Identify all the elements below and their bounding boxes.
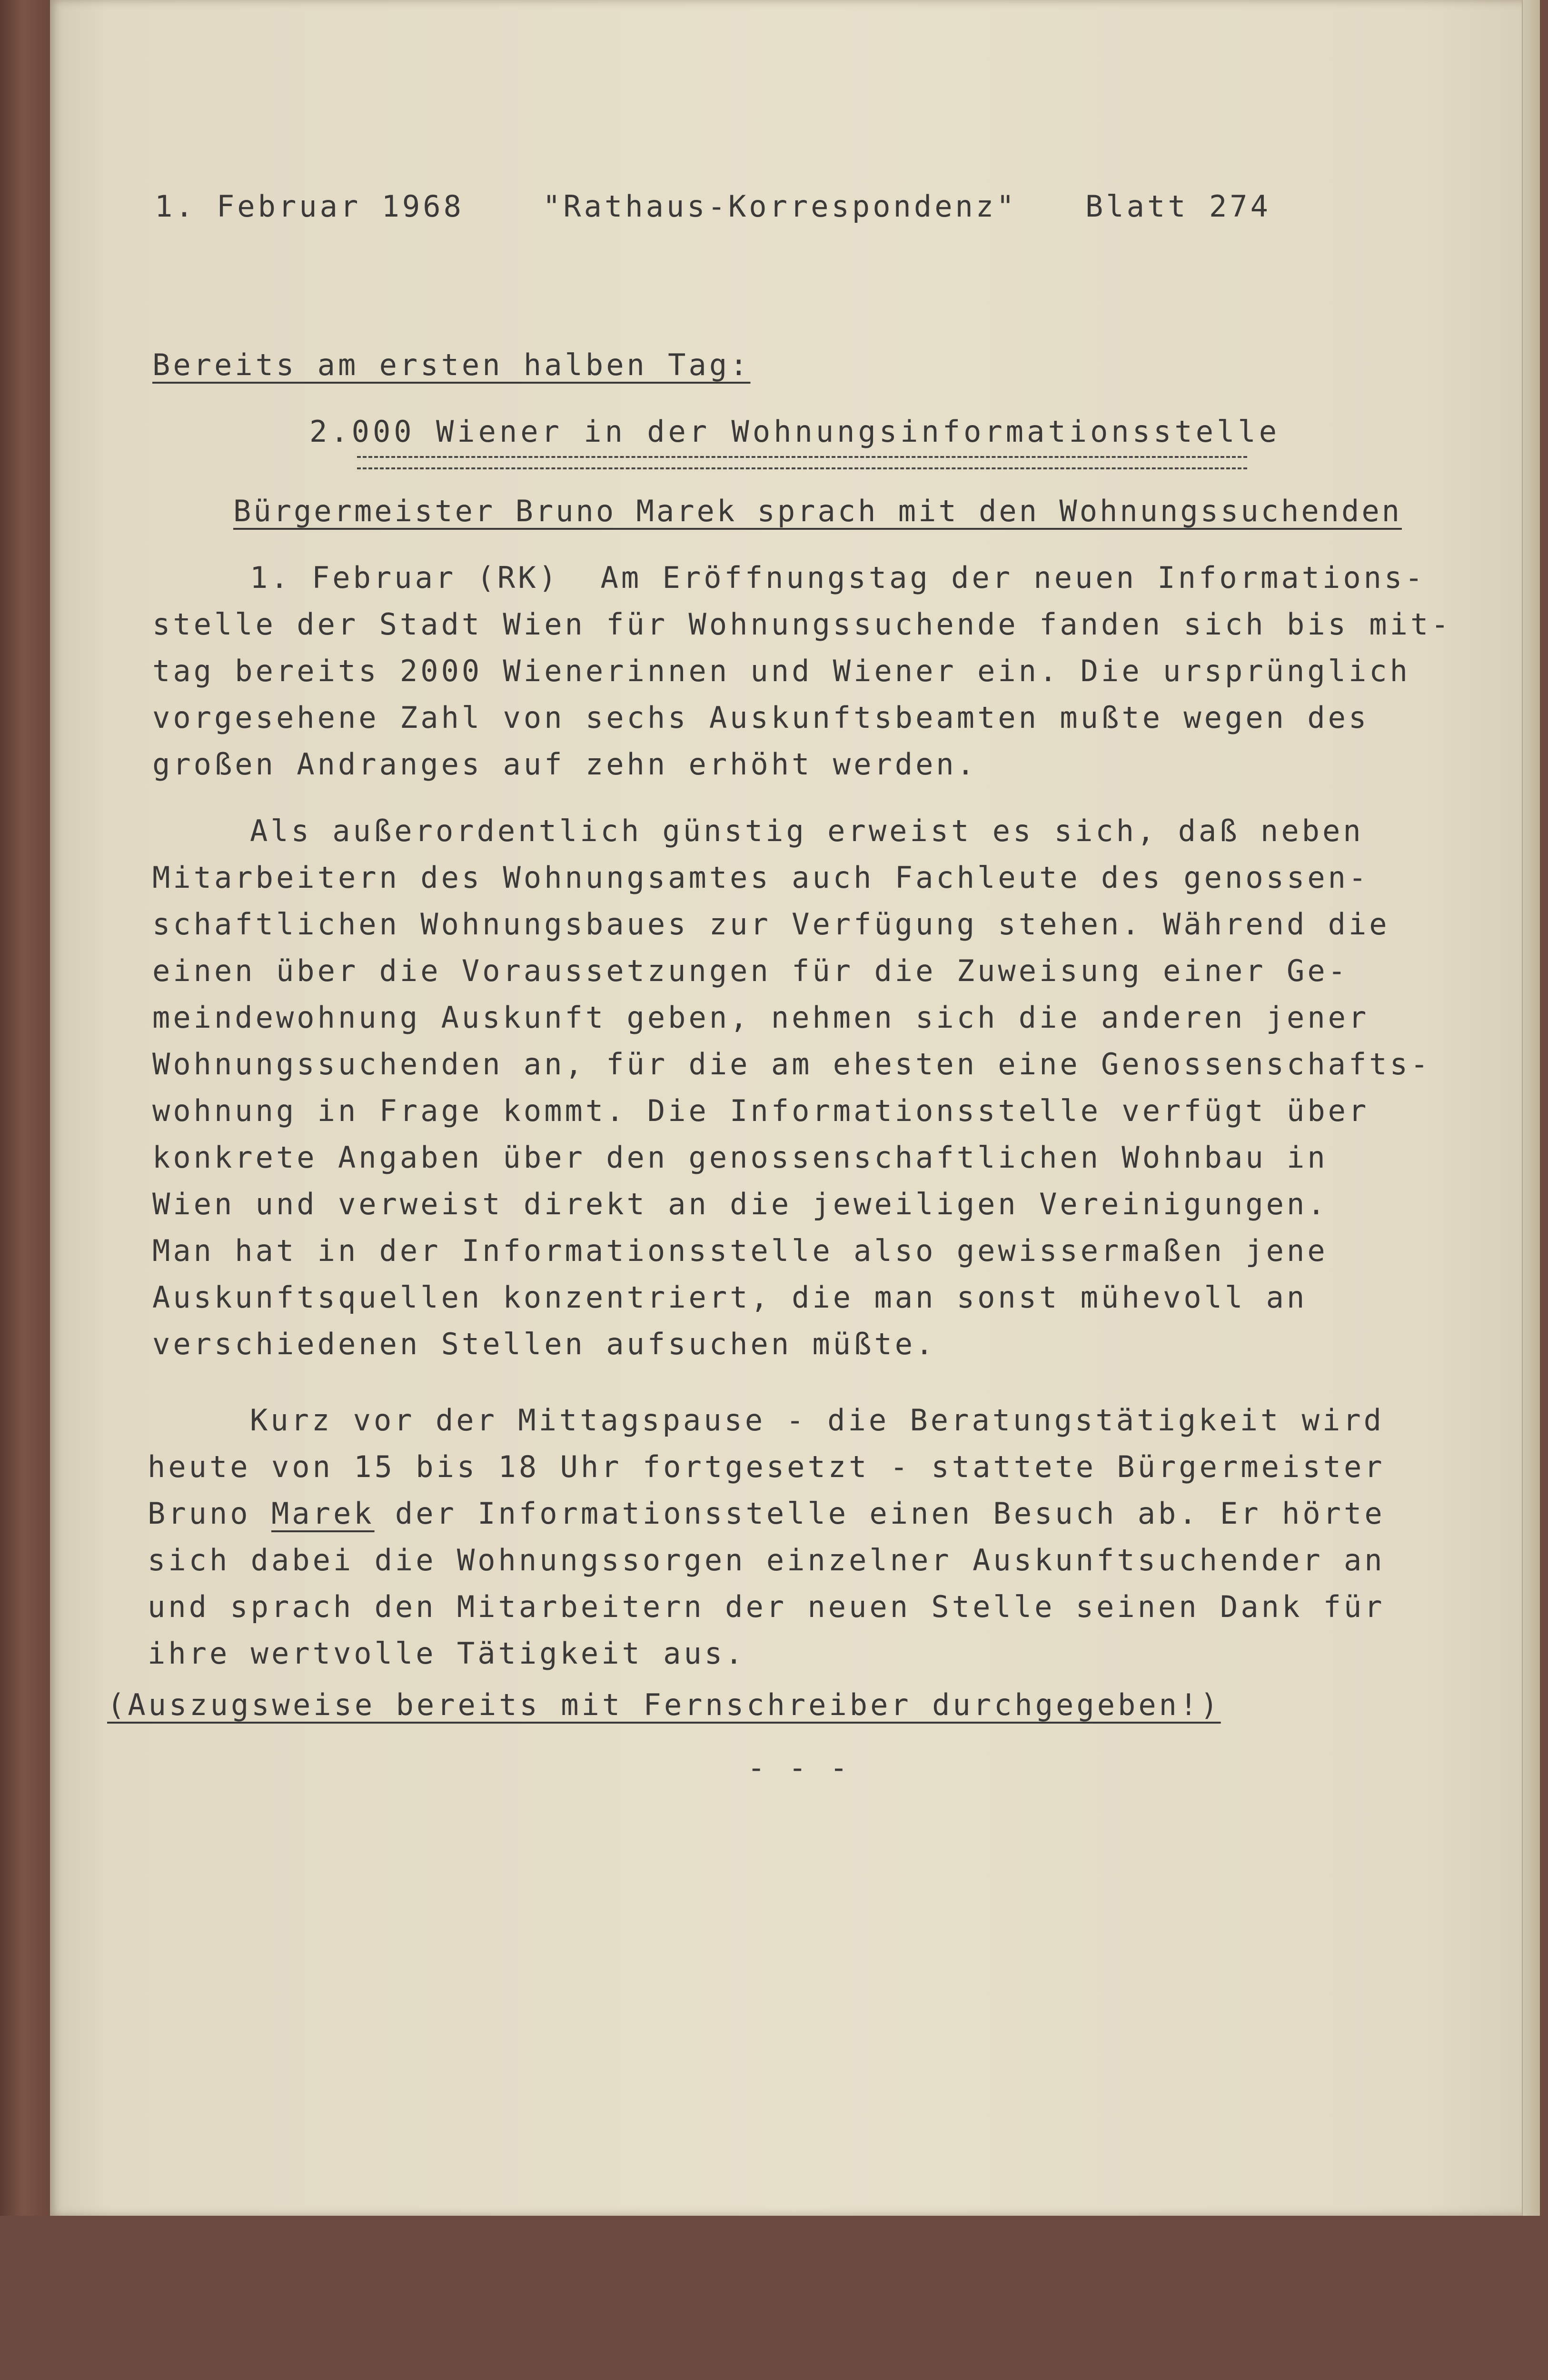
paragraph-line: 1. Februar (RK) Am Eröffnungstag der neuen Informations- — [250, 560, 1426, 595]
typewritten-page — [50, 0, 1540, 2216]
paragraph-line: Mitarbeitern des Wohnungsamtes auch Fachleute des genossen- — [152, 860, 1369, 895]
book-binding — [0, 0, 50, 2216]
paragraph-line: stelle der Stadt Wien für Wohnungssuchende fanden sich bis mit- — [152, 607, 1452, 642]
text-fragment: Bruno — [148, 1496, 271, 1531]
paragraph-line: tag bereits 2000 Wienerinnen und Wiener ein. Die ursprünglich — [152, 654, 1410, 688]
paragraph-line: und sprach den Mitarbeitern der neuen Stelle seinen Dank für — [148, 1589, 1385, 1624]
header-date: 1. Februar 1968 — [155, 189, 464, 224]
paragraph-line: einen über die Voraussetzungen für die Zuweisung einer Ge- — [152, 953, 1349, 988]
paragraph-line-with-name — [148, 1490, 1385, 1537]
kicker-line: Bereits am ersten halben Tag: — [152, 347, 751, 382]
paragraph-line: wohnung in Frage kommt. Die Informationsstelle verfügt über — [152, 1093, 1369, 1128]
paragraph-line: heute von 15 bis 18 Uhr fortgesetzt - stattete Bürgermeister — [148, 1449, 1385, 1484]
paragraph-line: Wohnungssuchenden an, für die am ehesten eine Genossenschafts- — [152, 1047, 1431, 1081]
paragraph-line: Als außerordentlich günstig erweist es sich, daß neben — [250, 813, 1364, 848]
document-body — [50, 0, 1540, 2216]
headline-title: 2.000 Wiener in der Wohnungsinformationsstelle — [309, 414, 1280, 449]
paragraph-line: ihre wertvolle Tätigkeit aus. — [148, 1636, 746, 1671]
paragraph-line: sich dabei die Wohnungssorgen einzelner Auskunftsuchender an — [148, 1543, 1385, 1577]
header-publication: "Rathaus-Korrespondenz" — [543, 189, 1017, 224]
end-mark: - - - — [747, 1750, 851, 1785]
paragraph-line: Auskunftsquellen konzentriert, die man sonst mühevoll an — [152, 1280, 1308, 1315]
footnote: (Auszugsweise bereits mit Fernschreiber durchgegeben!) — [107, 1687, 1221, 1722]
paragraph-line: schaftlichen Wohnungsbaues zur Verfügung stehen. Während die — [152, 907, 1390, 942]
paragraph-line: großen Andranges auf zehn erhöht werden. — [152, 747, 978, 782]
paragraph-line: Man hat in der Informationsstelle also gewissermaßen jene — [152, 1233, 1328, 1268]
header-sheet: Blatt 274 — [1085, 189, 1271, 224]
paragraph-line: meindewohnung Auskunft geben, nehmen sich die anderen jener — [152, 1000, 1369, 1035]
underlined-name: Marek — [271, 1496, 375, 1531]
paragraph-line: Wien und verweist direkt an die jeweiligen Vereinigungen. — [152, 1187, 1328, 1221]
paragraph-line: konkrete Angaben über den genossenschaftlichen Wohnbau in — [152, 1140, 1328, 1175]
paragraph-line: verschiedenen Stellen aufsuchen müßte. — [152, 1327, 936, 1361]
paragraph-line: vorgesehene Zahl von sechs Auskunftsbeamten mußte wegen des — [152, 700, 1369, 735]
headline-subtitle: Bürgermeister Bruno Marek sprach mit den Wohnungssuchenden — [233, 494, 1402, 528]
double-underline — [357, 456, 1247, 469]
paragraph-line: Kurz vor der Mittagspause - die Beratungstätigkeit wird — [250, 1403, 1384, 1438]
text-fragment: der Informationsstelle einen Besuch ab. Er hörte — [374, 1496, 1385, 1531]
